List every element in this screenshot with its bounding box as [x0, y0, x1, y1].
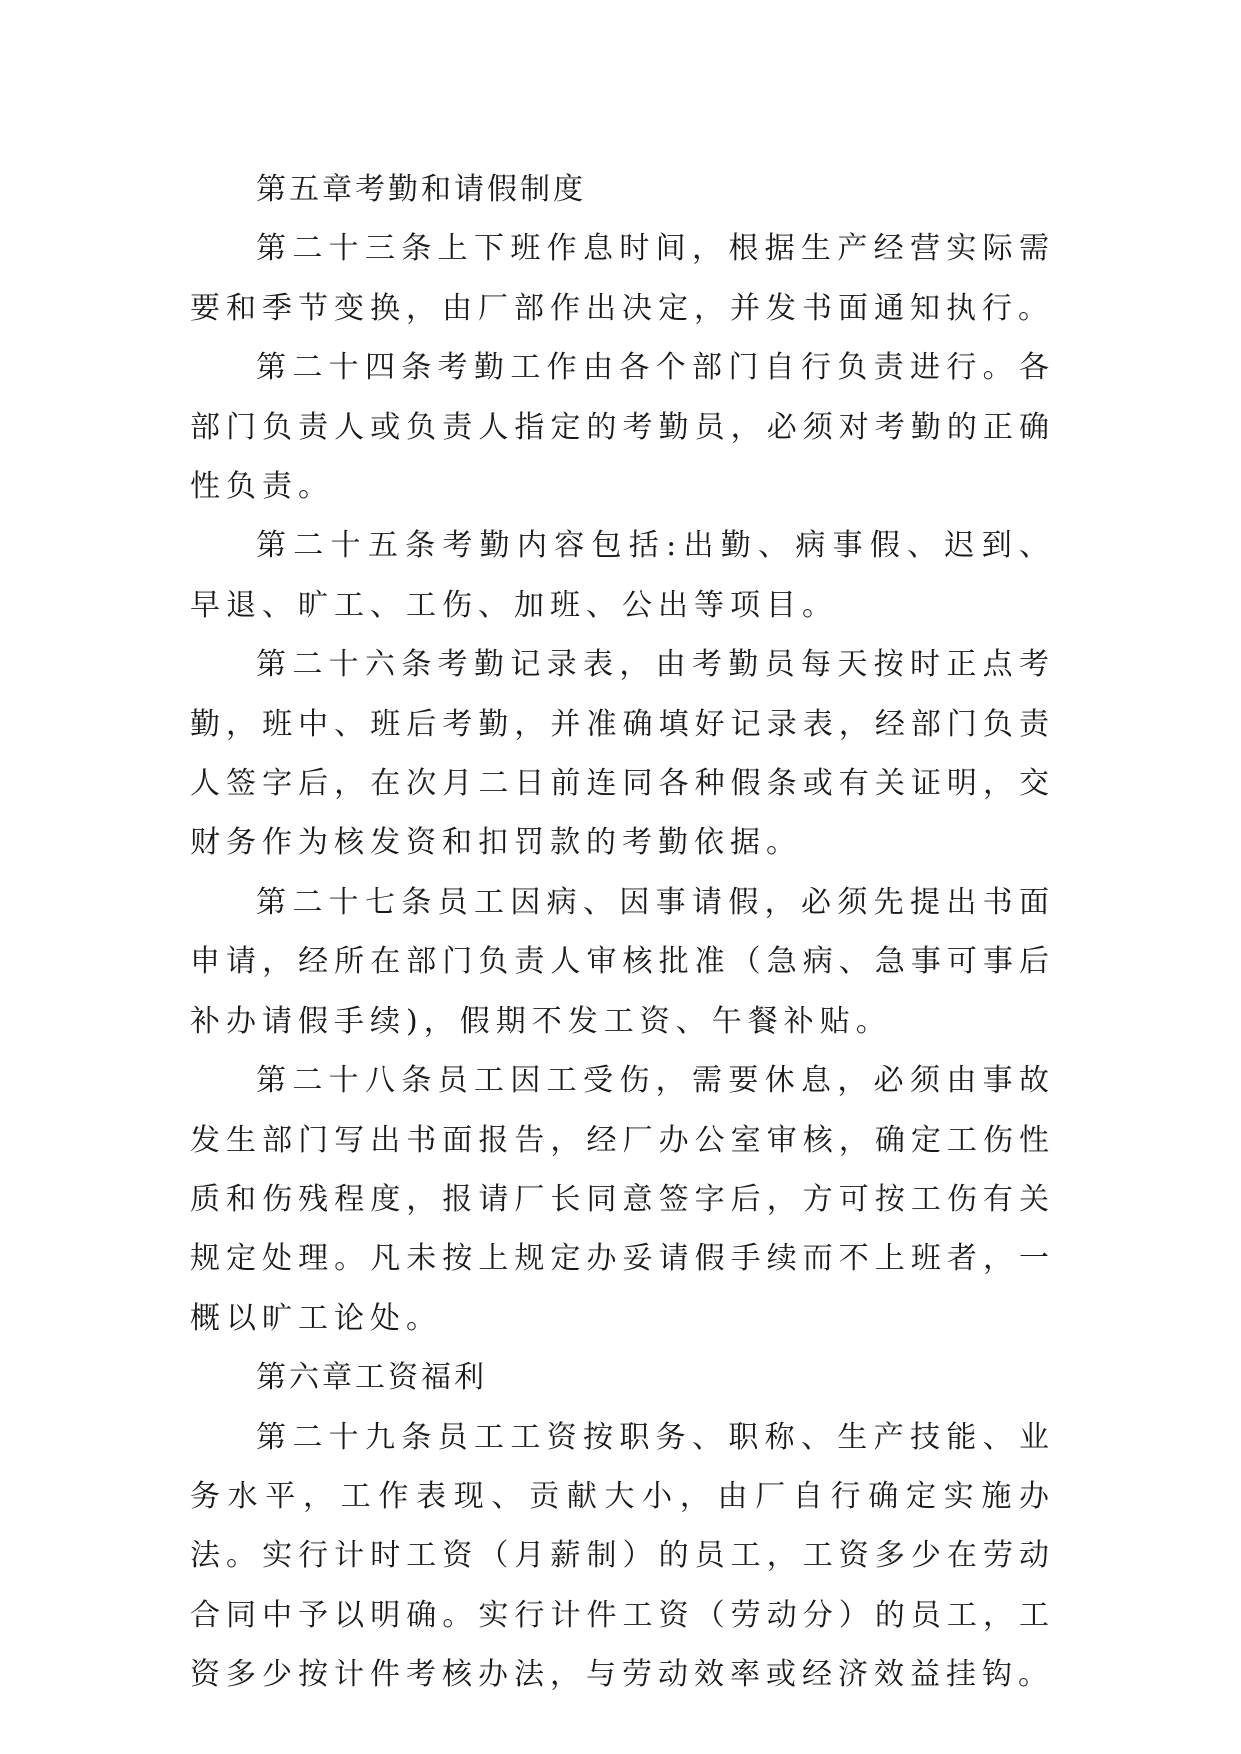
article-23: 第二十三条上下班作息时间，根据生产经营实际需要和季节变换，由厂部作出决定，并发书面通知执行。 [190, 231, 1055, 326]
article-26: 第二十六条考勤记录表，由考勤员每天按时正点考勤，班中、班后考勤，并准确填好记录表，经部门负责人签字后，在次月二日前连同各种假条或有关证明，交财务作为核发资和扣罚款的考勤依据。 [190, 647, 1055, 861]
chapter-6-title: 第六章工资福利 [256, 1360, 487, 1396]
article-29: 第二十九条员工工资按职务、职称、生产技能、业务水平，工作表现、贡献大小，由厂自行确定实施办法。实行计时工资（月薪制）的员工，工资多少在劳动合同中予以明确。实行计件工资（劳动分）的员工，工资多少按计件考核办法，与劳动效率或经济效益挂钩。 [190, 1419, 1055, 1693]
document-body [190, 160, 1055, 1705]
article-27: 第二十七条员工因病、因事请假，必须先提出书面申请，经所在部门负责人审核批准（急病、急事可事后补办请假手续)，假期不发工资、午餐补贴。 [190, 884, 1055, 1039]
article-24: 第二十四条考勤工作由各个部门自行负责进行。各部门负责人或负责人指定的考勤员，必须对考勤的正确性负责。 [190, 350, 1055, 505]
article-25: 第二十五条考勤内容包括:出勤、病事假、迟到、早退、旷工、工伤、加班、公出等项目。 [190, 528, 1055, 623]
article-28: 第二十八条员工因工受伤，需要休息，必须由事故发生部门写出书面报告，经厂办公室审核，确定工伤性质和伤残程度，报请厂长同意签字后，方可按工伤有关规定处理。凡未按上规定办妥请假手续而不上班者，一概以旷工论处。 [190, 1063, 1055, 1336]
chapter-5-title: 第五章考勤和请假制度 [256, 172, 586, 207]
